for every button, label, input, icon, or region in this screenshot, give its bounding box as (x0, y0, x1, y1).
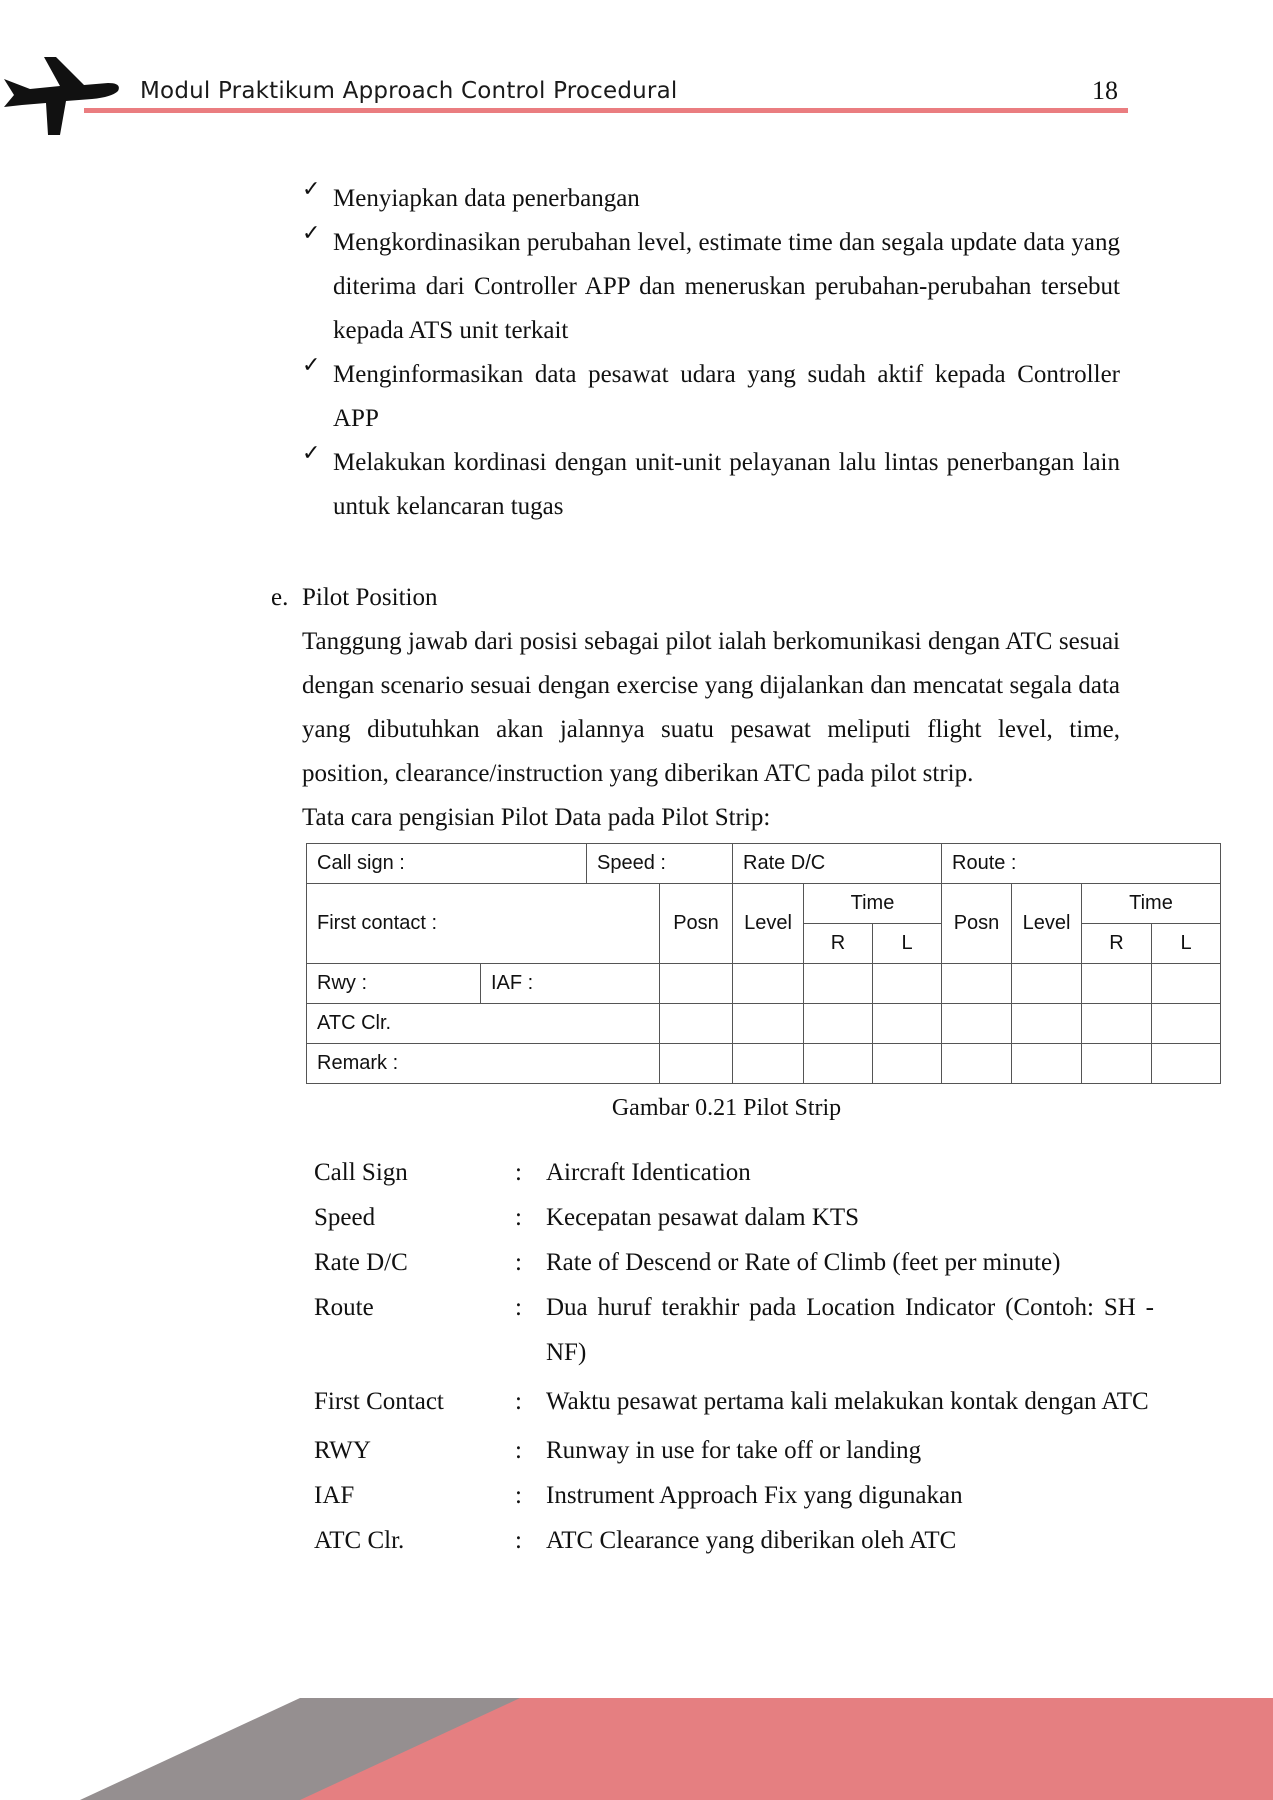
definition-term: Call Sign (314, 1159, 408, 1186)
checkmark-icon: ✓ (302, 353, 321, 378)
page-number: 18 (1092, 76, 1118, 105)
strip-cell (733, 964, 804, 1004)
rate-dc-cell: Rate D/C (733, 844, 942, 884)
airplane-logo-icon (0, 55, 125, 137)
strip-cell (873, 1004, 942, 1044)
definition-row (314, 1195, 1154, 1240)
strip-cell (660, 964, 733, 1004)
level-header: Level (733, 884, 804, 964)
strip-cell (1012, 1044, 1082, 1084)
definition-row (314, 1518, 1154, 1563)
definition-colon: : (515, 1204, 522, 1231)
definition-colon: : (515, 1437, 522, 1464)
definition-term: Route (314, 1294, 374, 1321)
strip-cell (1152, 1004, 1221, 1044)
bullet-text: Menyiapkan data penerbangan (333, 185, 640, 212)
strip-cell (942, 964, 1012, 1004)
strip-cell (1082, 1004, 1152, 1044)
strip-cell (660, 1044, 733, 1084)
figure-caption: Gambar 0.21 Pilot Strip (611, 1095, 842, 1121)
definition-desc: Kecepatan pesawat dalam KTS (546, 1204, 860, 1231)
definition-desc: ATC Clearance yang diberikan oleh ATC (546, 1527, 957, 1554)
strip-cell (942, 1044, 1012, 1084)
time-r-header: R (804, 924, 873, 964)
speed-cell: Speed : (587, 844, 733, 884)
strip-cell (733, 1044, 804, 1084)
strip-cell (1012, 964, 1082, 1004)
definition-term: IAF (314, 1482, 355, 1509)
time-header: Time (1082, 884, 1221, 924)
definition-colon: : (515, 1249, 522, 1276)
strip-cell (942, 1004, 1012, 1044)
definition-colon: : (515, 1159, 522, 1186)
definition-term: RWY (314, 1437, 371, 1464)
time-header: Time (804, 884, 942, 924)
strip-cell (660, 1004, 733, 1044)
level-header: Level (1012, 884, 1082, 964)
strip-cell (1152, 964, 1221, 1004)
strip-cell (1012, 1004, 1082, 1044)
header-title: Modul Praktikum Approach Control Procedural (140, 78, 678, 104)
strip-cell (1082, 964, 1152, 1004)
definition-colon: : (515, 1294, 522, 1321)
section-heading (271, 578, 437, 618)
call-sign-cell: Call sign : (307, 844, 587, 884)
iaf-cell: IAF : (481, 964, 660, 1004)
bullet-item (302, 441, 1120, 529)
definition-colon: : (515, 1388, 522, 1415)
checkmark-icon: ✓ (302, 441, 321, 466)
strip-cell (873, 964, 942, 1004)
checkmark-icon: ✓ (302, 177, 321, 202)
strip-cell (804, 1044, 873, 1084)
definition-term: Speed (314, 1204, 376, 1231)
definition-row (314, 1240, 1154, 1285)
definition-desc: Dua huruf terakhir pada Location Indicator (Contoh: SH - NF) (546, 1294, 1154, 1366)
definition-desc: Instrument Approach Fix yang digunakan (546, 1482, 963, 1509)
strip-cell (804, 964, 873, 1004)
posn-header: Posn (660, 884, 733, 964)
time-l-header: L (1152, 924, 1221, 964)
definition-desc: Aircraft Identication (546, 1159, 751, 1186)
definition-row (314, 1428, 1154, 1473)
pilot-strip-table (306, 843, 1221, 1084)
atc-clr-cell: ATC Clr. (307, 1004, 660, 1044)
first-contact-cell: First contact : (307, 884, 660, 964)
header-divider (84, 108, 1128, 113)
strip-cell (873, 1044, 942, 1084)
definition-row (314, 1285, 1154, 1375)
definition-colon: : (515, 1482, 522, 1509)
strip-instruction: Tata cara pengisian Pilot Data pada Pilot Strip: (302, 804, 771, 831)
section-title: Pilot Position (302, 584, 438, 611)
bullet-item (302, 177, 1120, 221)
definition-desc: Rate of Descend or Rate of Climb (feet per minute) (546, 1249, 1061, 1276)
strip-cell (1152, 1044, 1221, 1084)
footer-decoration (0, 1698, 1273, 1800)
strip-cell (733, 1004, 804, 1044)
definition-list (314, 1150, 1154, 1563)
route-cell: Route : (942, 844, 1221, 884)
definition-term: Rate D/C (314, 1249, 408, 1276)
section-letter: e. (271, 584, 289, 611)
definition-row (314, 1473, 1154, 1518)
strip-cell (1082, 1044, 1152, 1084)
remark-cell: Remark : (307, 1044, 660, 1084)
bullet-text: Menginformasikan data pesawat udara yang sudah aktif kepada Controller APP (333, 361, 1120, 432)
posn-header: Posn (942, 884, 1012, 964)
bullet-text: Mengkordinasikan perubahan level, estimate time dan segala update data yang diterima dari Controller APP dan meneruskan perubahan-perubahan tersebut kepada ATS unit terkait (333, 229, 1120, 344)
rwy-cell: Rwy : (307, 964, 481, 1004)
bullet-item (302, 353, 1120, 441)
time-l-header: L (873, 924, 942, 964)
definition-term: First Contact (314, 1388, 444, 1415)
bullet-item (302, 221, 1120, 353)
strip-cell (804, 1004, 873, 1044)
checkmark-icon: ✓ (302, 221, 321, 246)
definition-term: ATC Clr. (314, 1527, 405, 1554)
time-r-header: R (1082, 924, 1152, 964)
definition-desc: Runway in use for take off or landing (546, 1437, 922, 1464)
definition-desc: Waktu pesawat pertama kali melakukan kontak dengan ATC (546, 1388, 1149, 1415)
definition-row (314, 1150, 1154, 1195)
bullet-text: Melakukan kordinasi dengan unit-unit pelayanan lalu lintas penerbangan lain untuk kelancaran tugas (333, 449, 1120, 520)
section-paragraph: Tanggung jawab dari posisi sebagai pilot ialah berkomunikasi dengan ATC sesuai dengan scenario sesuai dengan exercise yang dijalankan dan mencatat segala data yang dibutuhkan akan jalannya suatu pesawat meliputi flight level, time, position, clearance/instruction yang diberikan ATC pada pilot strip. (302, 628, 1120, 787)
definition-colon: : (515, 1527, 522, 1554)
definition-row (314, 1379, 1154, 1424)
